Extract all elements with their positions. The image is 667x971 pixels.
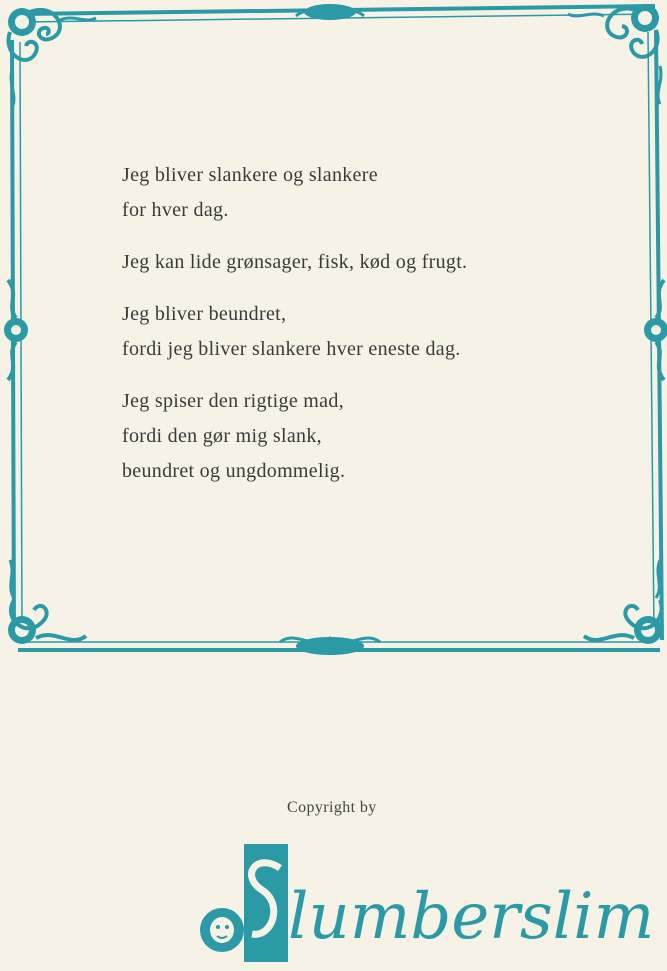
poem-line: fordi den gør mig slank, bbox=[122, 425, 322, 447]
stanza bbox=[122, 245, 582, 280]
stanza bbox=[122, 158, 582, 228]
poem-line: fordi jeg bliver slankere hver eneste dag. bbox=[122, 338, 461, 360]
copyright-text: Copyright by bbox=[287, 799, 377, 816]
poem-line: Jeg bliver beundret, bbox=[122, 303, 287, 325]
poem-line: beundret og ungdommelig. bbox=[122, 460, 346, 482]
brand-logo bbox=[196, 838, 655, 966]
poem-line: Jeg spiser den rigtige mad, bbox=[122, 390, 344, 412]
poem-line: Jeg bliver slankere og slankere bbox=[122, 164, 378, 186]
poem-line: Jeg kan lide grønsager, fisk, kød og frugt. bbox=[122, 251, 468, 273]
stanza bbox=[122, 297, 582, 367]
stanza bbox=[122, 384, 582, 489]
poem bbox=[122, 158, 582, 489]
poem-line: for hver dag. bbox=[122, 199, 229, 221]
brand-name: lumberslim bbox=[288, 880, 655, 954]
